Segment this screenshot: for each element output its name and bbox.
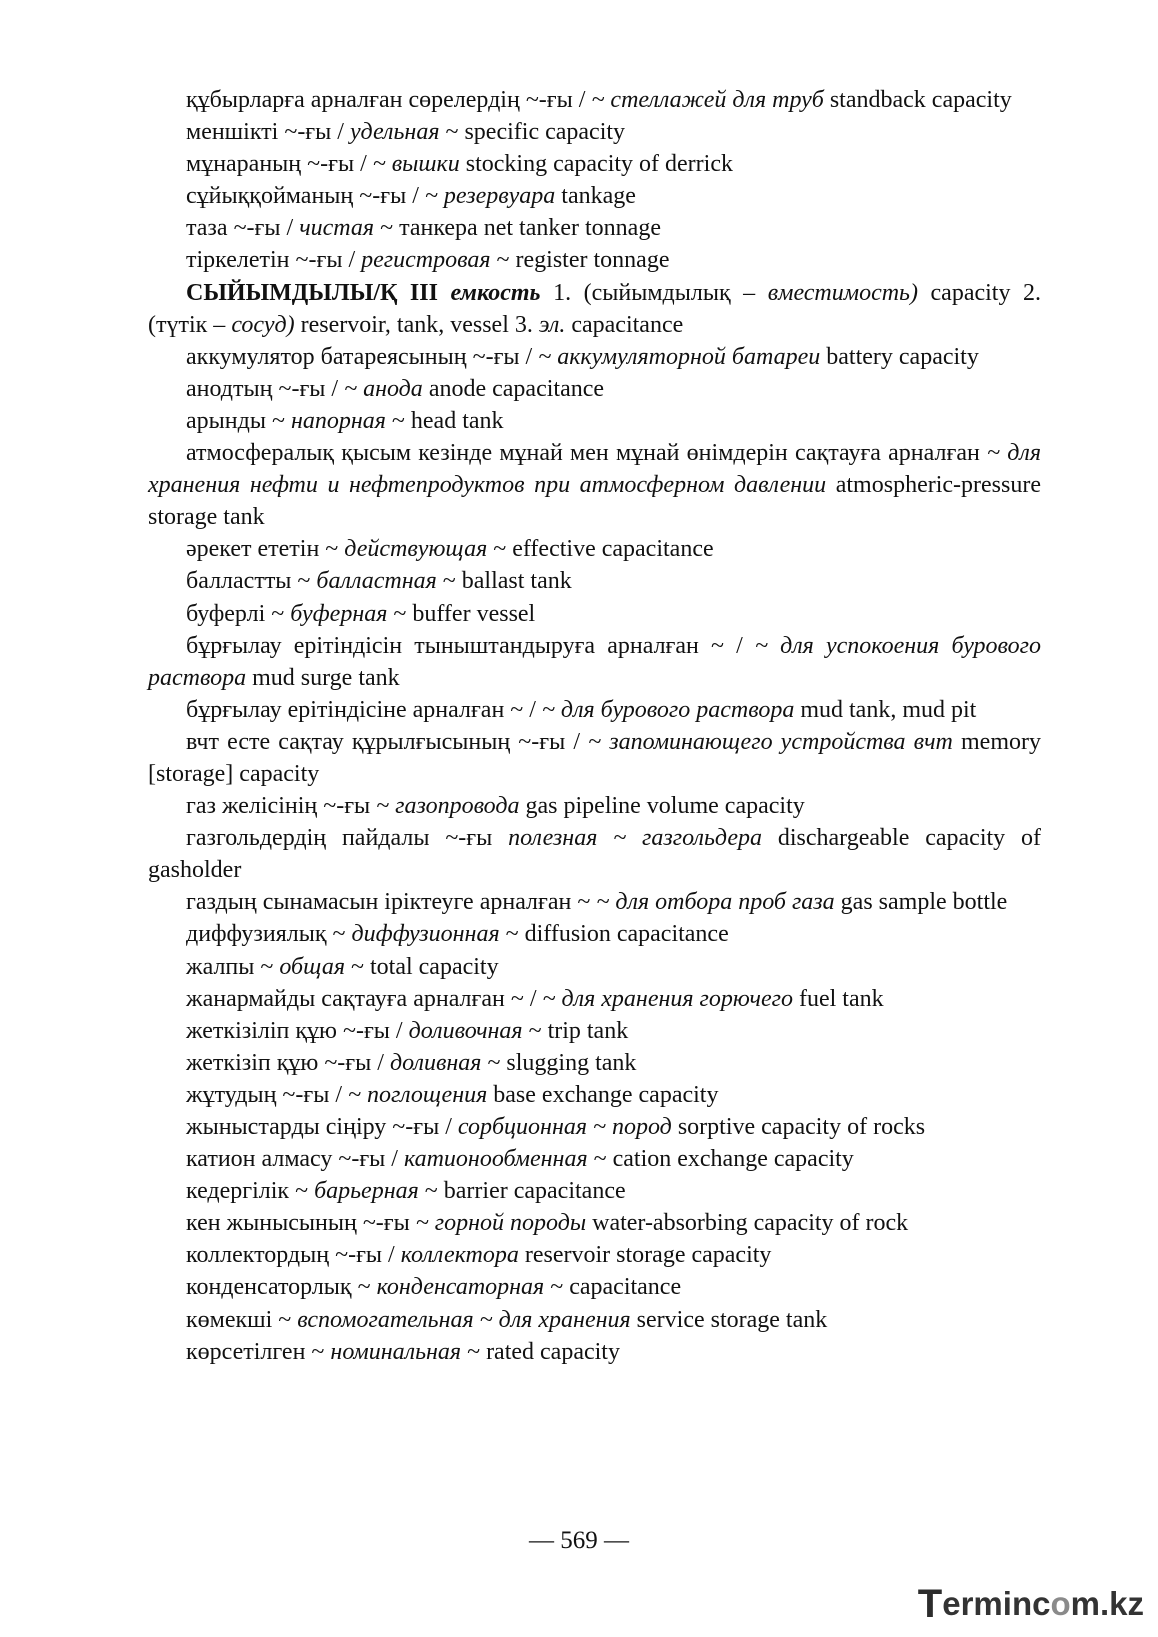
entry-russian-term: ~ аккумуляторной батареи	[538, 343, 821, 370]
dictionary-entry	[148, 277, 1041, 341]
dictionary-entry	[148, 951, 1041, 983]
dictionary-entry	[148, 983, 1041, 1015]
entry-russian-term: емкость	[450, 279, 541, 306]
dictionary-entry	[148, 244, 1041, 276]
dictionary-entry	[148, 1207, 1041, 1239]
entry-russian-term: конденсаторная	[376, 1274, 545, 1301]
dictionary-entry	[148, 373, 1041, 405]
entry-text: катион алмасу ~-ғы /	[186, 1146, 404, 1173]
entry-text: таза ~-ғы /	[186, 215, 300, 242]
dictionary-entry	[148, 630, 1041, 694]
entry-text: ~ танкера net tanker tonnage	[374, 215, 661, 242]
entry-text: ~ barrier capacitance	[418, 1178, 626, 1205]
dictionary-entry	[148, 1111, 1041, 1143]
logo-letter-t: T	[917, 1581, 943, 1626]
entry-text: service storage tank	[630, 1306, 828, 1333]
dictionary-entry	[148, 822, 1041, 886]
entry-russian-term: номинальная	[330, 1338, 462, 1365]
entry-text: тіркелетін ~-ғы /	[186, 247, 362, 274]
page-number: — 569 —	[529, 1527, 629, 1554]
entry-russian-term: барьерная	[314, 1178, 419, 1205]
entry-russian-term: ~ горной породы	[415, 1210, 587, 1237]
entry-russian-term: ~ стеллажей для труб	[591, 87, 824, 113]
entry-text: буферлі ~	[186, 600, 291, 627]
terminkom-logo	[918, 1581, 1144, 1627]
entry-russian-term: вместимость)	[767, 279, 918, 306]
entry-russian-term: сорбционная ~ пород	[457, 1114, 672, 1140]
entry-text: атмосфералық қысым кезінде мұнай мен мұнай өнімдерін сақтауға арналған	[186, 440, 988, 467]
entry-text: standback capacity	[823, 87, 1012, 113]
entry-russian-term: чистая	[299, 215, 375, 242]
logo-text-part1: erminc	[942, 1585, 1051, 1622]
dictionary-entry	[148, 918, 1041, 950]
entry-russian-term: вспомогательная ~ для хранения	[297, 1306, 631, 1333]
entry-russian-term: ~ резервуара	[424, 183, 556, 210]
entry-russian-term: диффузионная	[351, 921, 500, 948]
entry-text: capacity 2. (	[148, 279, 1041, 338]
entry-russian-term: доливная	[389, 1049, 482, 1076]
entry-text: вчт есте сақтау құрылғысының ~-ғы /	[186, 728, 589, 755]
entry-russian-term: ~ вышки	[372, 151, 460, 178]
entry-text: көрсетілген ~	[186, 1338, 331, 1365]
entry-text: жанармайды сақтауға арналған ~ /	[186, 985, 543, 1012]
dictionary-entry	[148, 116, 1041, 148]
entry-text: tankage	[555, 183, 636, 210]
dictionary-entry	[148, 148, 1041, 180]
entry-text: ~ ballast tank	[436, 568, 572, 595]
entry-text: ~ slugging tank	[481, 1049, 637, 1076]
entry-text: жалпы ~	[186, 953, 280, 980]
entry-text: бұрғылау ерітіндісін тыныштандыруға арналған ~ /	[186, 632, 755, 659]
dictionary-entries	[148, 84, 1041, 1368]
dictionary-entry	[148, 726, 1041, 790]
entry-text: battery capacity	[820, 343, 979, 370]
entry-russian-term: напорная	[290, 407, 386, 434]
entry-text: балластты ~	[186, 568, 317, 595]
entry-text: түтік –	[156, 311, 232, 338]
entry-russian-term: ~ для хранения горючего	[542, 985, 793, 1012]
entry-text: газ желісінің ~-ғы	[186, 793, 377, 820]
entry-text: кен жынысының ~-ғы	[186, 1210, 416, 1237]
dictionary-entry	[148, 212, 1041, 244]
entry-text: меншікті ~-ғы /	[186, 119, 350, 146]
dictionary-entry	[148, 84, 1041, 116]
dictionary-entry	[148, 341, 1041, 373]
entry-text: mud tank, mud pit	[794, 696, 977, 723]
entry-text: ~ capacitance	[544, 1274, 682, 1301]
entry-russian-term: балластная	[316, 568, 437, 595]
entry-text: жұтудың ~-ғы /	[186, 1081, 349, 1108]
entry-russian-term: ~ поглощения	[348, 1081, 488, 1108]
entry-russian-term: сосуд)	[231, 311, 295, 338]
entry-russian-term: ~ запоминающего устройства вчт	[588, 728, 953, 755]
entry-text: stocking capacity of derrick	[459, 151, 733, 178]
dictionary-entry	[148, 565, 1041, 597]
entry-text: anode capacitance	[422, 375, 605, 402]
entry-text: dischargeable capacity of gasholder	[148, 825, 1042, 884]
dictionary-entry	[148, 180, 1041, 212]
dictionary-entry	[148, 1175, 1041, 1207]
entry-text: reservoir, tank, vessel 3.	[294, 311, 539, 338]
entry-text: ~ register tonnage	[490, 247, 670, 274]
entry-russian-term: ~ для хранения нефти и нефтепродуктов при атмосферном давлении	[148, 440, 1042, 499]
entry-text: gas pipeline volume capacity	[519, 793, 805, 820]
dictionary-entry	[148, 598, 1041, 630]
dictionary-entry	[148, 1047, 1041, 1079]
entry-text: ~ effective capacitance	[487, 536, 714, 563]
entry-text: құбырларға арналған сөрелердің ~-ғы /	[186, 87, 592, 113]
entry-text: арынды ~	[186, 407, 291, 434]
dictionary-entry	[148, 533, 1041, 565]
entry-text: сұйыққойманың ~-ғы /	[186, 183, 425, 210]
entry-text: анодтың ~-ғы /	[186, 375, 345, 402]
entry-russian-term: полезная ~ газгольдера	[508, 825, 763, 852]
entry-text: ~ diffusion capacitance	[499, 921, 729, 948]
dictionary-entry	[148, 1079, 1041, 1111]
entry-text: жыныстарды сіңіру ~-ғы /	[186, 1114, 458, 1140]
dictionary-entry	[148, 790, 1041, 822]
entry-text: reservoir storage capacity	[518, 1242, 772, 1269]
entry-russian-term: ~ для успокоения бурового раствора	[148, 632, 1041, 691]
entry-text: 1. (	[540, 279, 592, 306]
entry-russian-term: общая	[279, 953, 345, 980]
entry-text: memory [storage] capacity	[148, 728, 1041, 787]
entry-text: base exchange capacity	[487, 1081, 719, 1108]
logo-text-part2: m.kz	[1070, 1585, 1144, 1622]
dictionary-entry	[148, 1239, 1041, 1271]
dictionary-entry	[148, 886, 1041, 918]
entry-text: atmospheric-pressure storage tank	[148, 472, 1041, 531]
entry-russian-term: коллектора	[400, 1242, 519, 1269]
dictionary-entry	[148, 1336, 1041, 1368]
logo-letter-o: o	[1050, 1585, 1071, 1622]
entry-text: mud surge tank	[246, 664, 400, 691]
entry-text: sorptive capacity of rocks	[671, 1114, 926, 1140]
entry-text: кедергілік ~	[186, 1178, 315, 1205]
entry-text: ~ buffer vessel	[387, 600, 536, 627]
entry-text: fuel tank	[792, 985, 884, 1012]
dictionary-entry	[148, 405, 1041, 437]
dictionary-entry	[148, 437, 1041, 533]
entry-text: бұрғылау ерітіндісіне арналған ~ /	[186, 696, 542, 723]
entry-text: аккумулятор батареясының ~-ғы /	[186, 343, 539, 370]
entry-russian-term: удельная	[349, 119, 440, 146]
dictionary-entry	[148, 694, 1041, 726]
entry-russian-term: ~ для отбора проб газа	[596, 889, 835, 916]
entry-headword: СЫЙЫМДЫЛЫ/Қ ІІІ	[186, 279, 451, 306]
entry-text: мұнараның ~-ғы /	[186, 151, 373, 178]
entry-text: газдың сынамасын іріктеуге арналған ~	[186, 889, 597, 916]
entry-text: диффузиялық ~	[186, 921, 352, 948]
entry-text: ~ specific capacity	[439, 119, 626, 146]
entry-russian-term: ~ анода	[344, 375, 423, 402]
entry-russian-term: эл.	[538, 311, 566, 338]
entry-text: газгольдердің пайдалы ~-ғы	[186, 825, 509, 852]
entry-text: конденсаторлық ~	[186, 1274, 377, 1301]
dictionary-entry	[148, 1143, 1041, 1175]
entry-text: gas sample bottle	[834, 889, 1008, 916]
entry-text: көмекші ~	[186, 1306, 298, 1333]
dictionary-entry	[148, 1304, 1041, 1336]
entry-russian-term: доливочная	[408, 1017, 523, 1044]
entry-russian-term: буферная	[290, 600, 388, 627]
entry-russian-term: ~ для бурового раствора	[541, 696, 795, 723]
entry-text: жеткізіп құю ~-ғы /	[186, 1049, 390, 1076]
entry-russian-term: катионообменная	[403, 1146, 588, 1173]
entry-text: capacitance	[565, 311, 684, 338]
entry-text: сыйымдылық –	[591, 279, 768, 306]
entry-text: ~ total capacity	[345, 953, 499, 980]
entry-text: ~ rated capacity	[461, 1338, 620, 1365]
entry-text: ~ cation exchange capacity	[587, 1146, 854, 1173]
entry-text: ~ head tank	[385, 407, 504, 434]
entry-russian-term: ~ газопровода	[376, 793, 520, 820]
entry-russian-term: регистровая	[361, 247, 491, 274]
dictionary-entry	[148, 1015, 1041, 1047]
entry-text: water-absorbing capacity of rock	[586, 1210, 909, 1237]
entry-russian-term: действующая	[344, 536, 488, 563]
entry-text: ~ trip tank	[522, 1017, 629, 1044]
entry-text: әрекет ететін ~	[186, 536, 345, 563]
entry-text: коллектордың ~-ғы /	[186, 1242, 401, 1269]
entry-text: жеткізіліп құю ~-ғы /	[186, 1017, 409, 1044]
dictionary-entry	[148, 1271, 1041, 1303]
